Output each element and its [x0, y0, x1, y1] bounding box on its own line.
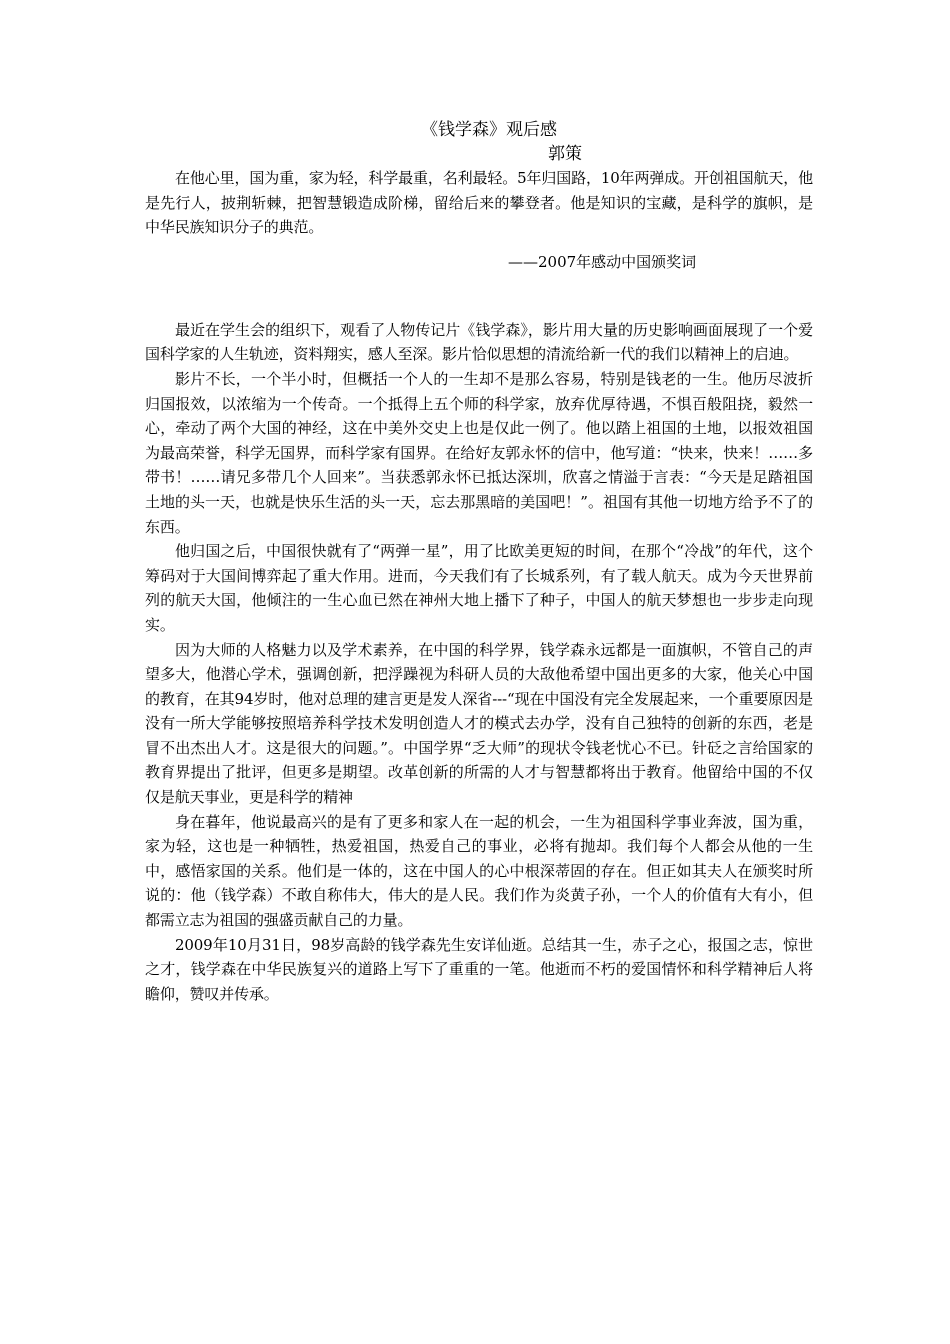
- body-paragraph: 因为大师的人格魅力以及学术素养，在中国的科学界，钱学森永远都是一面旗帜，不管自己的声望多大，他潜心学术，强调创新，把浮躁视为科研人员的大敌他希望中国出更多的大家，他关心中国的教育，在其94岁时，他对总理的建言更是发人深省---“现在中国没有完全发展起来，一个重要原因是没有一所大学能够按照培养科学技术发明创造人才的模式去办学，没有自己独特的创新的东西，老是冒不出杰出人才。这是很大的问题。”。中国学界“乏大师”的现状令钱老忧心不已。针砭之言给国家的教育界提出了批评，但更多是期望。改革创新的所需的人才与智慧都将出于教育。他留给中国的不仅仅是航天事业，更是科学的精神: [145, 640, 813, 807]
- document-title: 《钱学森》观后感: [421, 120, 557, 140]
- body-paragraph: 他归国之后，中国很快就有了“两弹一星”，用了比欧美更短的时间，在那个“冷战”的年代，这个筹码对于大国间博弈起了重大作用。进而，今天我们有了长城系列，有了载人航天。成为今天世界前列的航天大国，他倾注的一生心血已然在神州大地上播下了种子，中国人的航天梦想也一步步走向现实。: [145, 542, 813, 634]
- document-author: 郭策: [548, 144, 582, 164]
- body-paragraph: 2009年10月31日，98岁高龄的钱学森先生安详仙逝。总结其一生，赤子之心，报国之志，惊世之才，钱学森在中华民族复兴的道路上写下了重重的一笔。他逝而不朽的爱国情怀和科学精神后人将瞻仰，赞叹并传承。: [145, 935, 813, 1003]
- body-paragraph: 身在暮年，他说最高兴的是有了更多和家人在一起的机会，一生为祖国科学事业奔波，国为重，家为轻，这也是一种牺牲，热爱祖国，热爱自己的事业，必将有抛却。我们每个人都会从他的一生中，感悟家国的关系。他们是一体的，这在中国人的心中根深蒂固的存在。但正如其夫人在颁奖时所说的：他（钱学森）不敢自称伟大，伟大的是人民。我们作为炎黄子孙，一个人的价值有大有小，但都需立志为祖国的强盛贡献自己的力量。: [145, 812, 813, 930]
- document-body: [145, 118, 813, 1006]
- award-source: ——2007年感动中国颁奖词: [508, 252, 697, 271]
- section-spacer: [145, 274, 813, 318]
- award-quote: 在他心里，国为重，家为轻，科学最重，名利最轻。5年归国路，10年两弹成。开创祖国航天，他是先行人，披荆斩棘，把智慧锻造成阶梯，留给后来的攀登者。他是知识的宝藏，是科学的旗帜，是中华民族知识分子的典范。: [145, 169, 813, 237]
- body-paragraph: 最近在学生会的组织下，观看了人物传记片《钱学森》，影片用大量的历史影响画面展现了一个爱国科学家的人生轨迹，资料翔实，感人至深。影片恰似思想的清流给新一代的我们以精神上的启迪。: [145, 320, 813, 364]
- body-paragraph: 影片不长，一个半小时，但概括一个人的一生却不是那么容易，特别是钱老的一生。他历尽波折归国报效，以浓缩为一个传奇。一个抵得上五个师的科学家，放弃优厚待遇，不惧百般阻挠，毅然一心，牵动了两个大国的神经，这在中美外交史上也是仅此一例了。他以踏上祖国的土地，以报效祖国为最高荣誉，科学无国界，而科学家有国界。在给好友郭永怀的信中，他写道：“快来，快来！……多带书！……请兄多带几个人回来”。当获悉郭永怀已抵达深圳，欣喜之情溢于言表：“今天是足踏祖国土地的头一天，也就是快乐生活的头一天，忘去那黑暗的美国吧！”。祖国有其他一切地方给予不了的东西。: [145, 369, 813, 536]
